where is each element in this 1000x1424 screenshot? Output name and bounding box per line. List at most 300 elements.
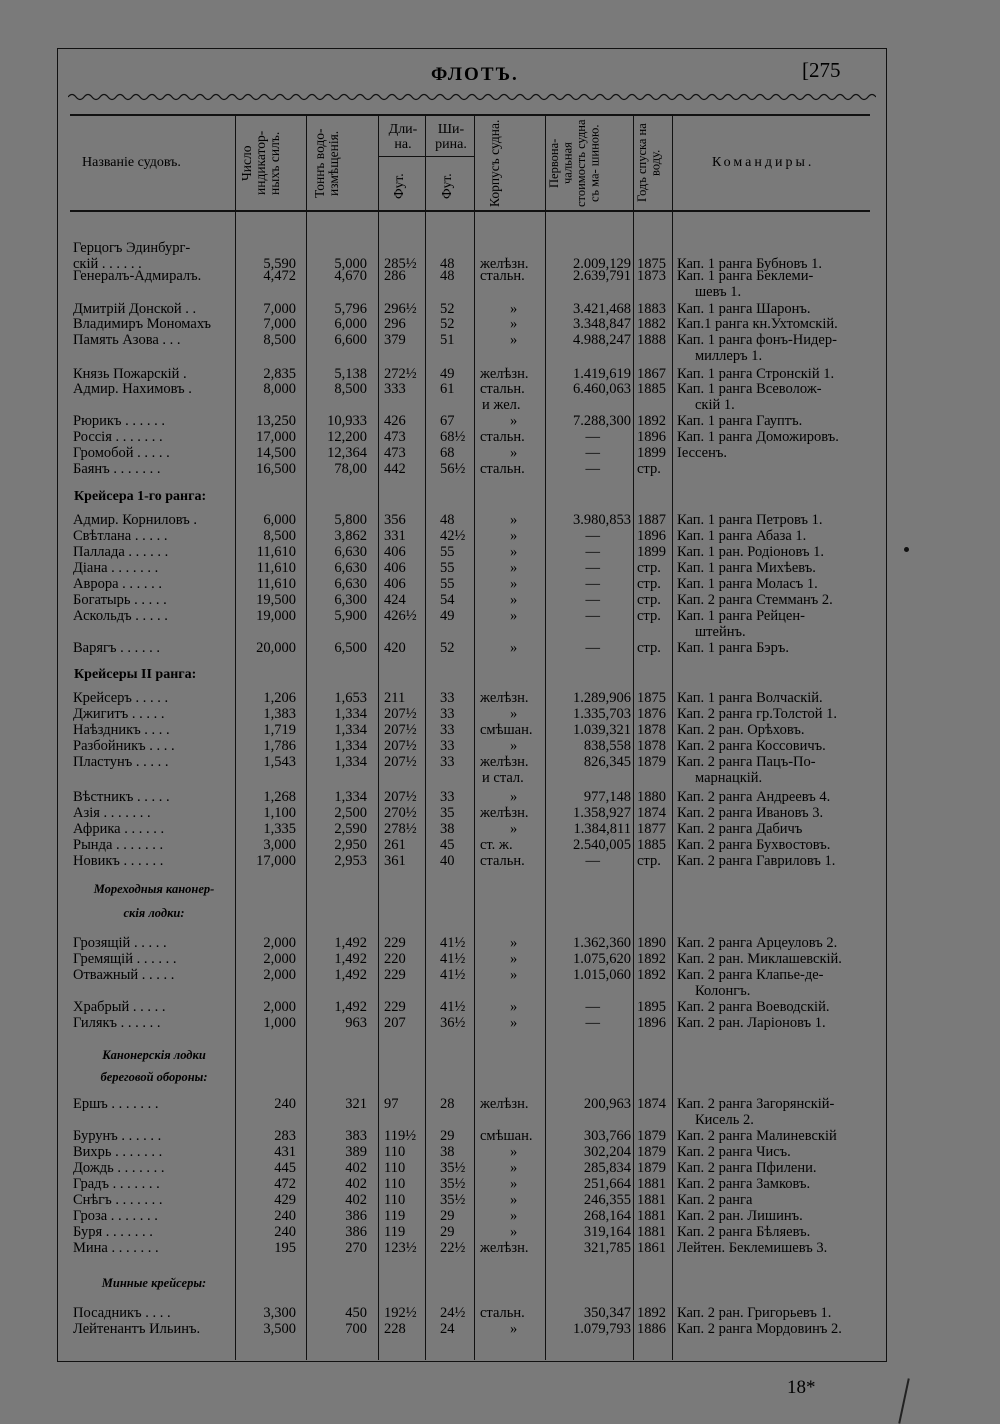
cell-hull: ст. ж. — [480, 837, 513, 853]
cell-commander: Кап. 2 ранга Ивановъ 3. — [677, 805, 824, 821]
cell-width: 41½ — [440, 951, 466, 967]
cell-tonnage: 2,500 — [334, 805, 367, 821]
cell-year: 1879 — [637, 754, 666, 770]
ship-name: Разбойникъ . . . . — [73, 738, 175, 754]
cell-cost: 350,347 — [583, 1305, 631, 1321]
cell-hull: » — [510, 1224, 518, 1240]
cell-tonnage: 1,334 — [334, 738, 367, 754]
cell-cost: 2.639,791 — [573, 268, 631, 284]
cell-hull: » — [510, 316, 518, 332]
cell-year: стр. — [637, 560, 661, 576]
section-heading: Минные крейсеры: — [101, 1276, 207, 1290]
cell-length: 426½ — [384, 608, 417, 624]
cell-width: 35½ — [440, 1160, 466, 1176]
cell-hull: » — [510, 1176, 518, 1192]
table-header-rule — [70, 210, 870, 212]
cell-hull: » — [510, 592, 518, 608]
cell-cost: 3.980,853 — [573, 512, 631, 528]
cell-cost: 4.988,247 — [573, 332, 631, 348]
cell-commander: Кап. 1 ранга Петровъ 1. — [677, 512, 823, 528]
cell-hull: стальн. — [480, 429, 525, 445]
cell-length: 229 — [384, 935, 406, 951]
cell-tonnage: 1,334 — [334, 706, 367, 722]
subheader-rule — [378, 156, 474, 157]
cell-length: 296½ — [384, 301, 417, 317]
cell-year: 1895 — [637, 999, 666, 1015]
cell-tonnage: 5,000 — [334, 256, 367, 272]
cell-commander: Кап. 2 ранга Загорянскій- — [677, 1096, 835, 1112]
cell-length: 261 — [384, 837, 406, 853]
cell-width: 41½ — [440, 935, 466, 951]
cell-commander: Кап. 2 ранга Арцеуловъ 2. — [677, 935, 838, 951]
cell-hull: » — [510, 413, 518, 429]
cell-length: 272½ — [384, 366, 417, 382]
cell-commander: Кап. 1 ранга Стронскій 1. — [677, 366, 835, 382]
cell-length: 220 — [384, 951, 406, 967]
cell-tonnage: 402 — [345, 1192, 367, 1208]
section-heading: береговой обороны: — [100, 1070, 208, 1084]
cell-power: 2,835 — [263, 366, 296, 382]
cell-length: 356 — [384, 512, 406, 528]
cell-year: 1896 — [637, 429, 666, 445]
cell-cost: 826,345 — [583, 754, 631, 770]
cell-length: 333 — [384, 381, 406, 397]
cell-tonnage: 3,862 — [334, 528, 367, 544]
cell-hull: » — [510, 789, 518, 805]
cell-width: 67 — [440, 413, 455, 429]
cell-width: 55 — [440, 544, 455, 560]
cell-cost: 1.362,360 — [573, 935, 631, 951]
cell-year: 1874 — [637, 805, 666, 821]
cell-power: 11,610 — [256, 576, 296, 592]
cell-length: 119 — [384, 1208, 406, 1224]
cell-power: 7,000 — [263, 301, 296, 317]
cell-length: 207½ — [384, 754, 417, 770]
cell-hull: смѣшан. — [480, 722, 533, 738]
section-heading: Мореходныя канонер- — [93, 882, 215, 896]
cell-year: стр. — [637, 640, 661, 656]
cell-power: 1,786 — [263, 738, 296, 754]
cell-year: 1881 — [637, 1224, 666, 1240]
cell-tonnage: 6,300 — [334, 592, 367, 608]
cell-power: 1,268 — [263, 789, 296, 805]
cell-cost: — — [585, 429, 600, 445]
cell-power: 8,500 — [263, 528, 296, 544]
cell-year: 1881 — [637, 1208, 666, 1224]
cell-year: 1890 — [637, 935, 666, 951]
cell-commander: Кап. 1 ранга Бэръ. — [677, 640, 789, 656]
cell-length: 123½ — [384, 1240, 417, 1256]
cell-width: 45 — [440, 837, 455, 853]
cell-hull: желѣзн. — [480, 690, 529, 706]
cell-power: 1,100 — [263, 805, 296, 821]
cell-cost: — — [585, 461, 600, 477]
cell-tonnage: 2,950 — [334, 837, 367, 853]
cell-length: 110 — [384, 1192, 406, 1208]
cell-commander: Кисель 2. — [695, 1112, 754, 1128]
cell-length: 379 — [384, 332, 406, 348]
cell-cost: 1.419,619 — [573, 366, 631, 382]
col-header-tonnage: Тоннъ водо- измѣщенія. — [312, 128, 341, 198]
ship-name: Бурунъ . . . . . . — [73, 1128, 162, 1144]
cell-hull: желѣзн. — [480, 366, 529, 382]
cell-power: 1,206 — [263, 690, 296, 706]
cell-power: 3,500 — [263, 1321, 296, 1337]
cell-cost: — — [585, 528, 600, 544]
cell-commander: Кап. 1 ранга Беклеми- — [677, 268, 814, 284]
cell-width: 29 — [440, 1128, 455, 1144]
cell-commander: Кап. 2 ранга Воеводскій. — [677, 999, 830, 1015]
cell-width: 42½ — [440, 528, 466, 544]
cell-year: 1888 — [637, 332, 666, 348]
cell-tonnage: 12,200 — [327, 429, 367, 445]
column-divider — [425, 115, 426, 1360]
wavy-divider — [68, 92, 876, 102]
cell-power: 1,383 — [263, 706, 296, 722]
ship-name: Отважный . . . . . — [73, 967, 175, 983]
cell-width: 33 — [440, 738, 455, 754]
ship-name: Адмир. Корниловъ . — [73, 512, 197, 528]
cell-commander: Кап. 2 ранга Коссовичъ. — [677, 738, 826, 754]
cell-hull: и стал. — [482, 770, 524, 786]
cell-hull: стальн. — [480, 1305, 525, 1321]
cell-power: 5,590 — [263, 256, 296, 272]
cell-tonnage: 270 — [345, 1240, 367, 1256]
cell-hull: » — [510, 1192, 518, 1208]
cell-length: 229 — [384, 967, 406, 983]
cell-cost: — — [585, 560, 600, 576]
ship-name: Крейсеръ . . . . . — [73, 690, 169, 706]
cell-width: 68 — [440, 445, 455, 461]
cell-hull: » — [510, 608, 518, 624]
cell-power: 20,000 — [256, 640, 296, 656]
cell-power: 13,250 — [256, 413, 296, 429]
cell-power: 11,610 — [256, 560, 296, 576]
cell-commander: шевъ 1. — [695, 284, 742, 300]
cell-cost: 1.079,793 — [573, 1321, 631, 1337]
ship-name: Наѣздникъ . . . . — [73, 722, 170, 738]
cell-commander: Кап. 1 ранга Гауптъ. — [677, 413, 803, 429]
cell-power: 3,000 — [263, 837, 296, 853]
cell-power: 240 — [274, 1096, 296, 1112]
cell-commander: Кап. 2 ранга Пацъ-По- — [677, 754, 816, 770]
col-header-width-unit: Фут. — [439, 173, 454, 199]
cell-commander: марнацкій. — [695, 770, 763, 786]
cell-width: 48 — [440, 512, 455, 528]
cell-width: 29 — [440, 1224, 455, 1240]
cell-commander: Кап. 1 ранга Бубновъ 1. — [677, 256, 822, 272]
cell-width: 24 — [440, 1321, 455, 1337]
cell-length: 207½ — [384, 738, 417, 754]
cell-hull: » — [510, 1144, 518, 1160]
cell-year: 1873 — [637, 268, 666, 284]
cell-commander: Кап. 1 ранга Рейцен- — [677, 608, 805, 624]
cell-length: 207 — [384, 1015, 406, 1031]
cell-power: 472 — [274, 1176, 296, 1192]
cell-width: 38 — [440, 821, 455, 837]
cell-tonnage: 1,492 — [334, 935, 367, 951]
cell-power: 19,500 — [256, 592, 296, 608]
section-heading: скія лодки: — [123, 906, 185, 920]
cell-commander: Кап.1 ранга кн.Ухтомскій. — [677, 316, 838, 332]
cell-power: 17,000 — [256, 429, 296, 445]
cell-width: 48 — [440, 268, 455, 284]
cell-width: 56½ — [440, 461, 466, 477]
cell-width: 35 — [440, 805, 455, 821]
cell-cost: — — [585, 853, 600, 869]
ship-name: Гилякъ . . . . . . — [73, 1015, 161, 1031]
column-divider — [378, 115, 379, 1360]
ship-name: Россія . . . . . . . — [73, 429, 163, 445]
cell-cost: 3.421,468 — [573, 301, 631, 317]
cell-year: 1874 — [637, 1096, 666, 1112]
ship-name: Варягъ . . . . . . — [73, 640, 160, 656]
cell-hull: » — [510, 1015, 518, 1031]
cell-tonnage: 4,670 — [334, 268, 367, 284]
cell-commander: Кап. 2 ранга Гавриловъ 1. — [677, 853, 836, 869]
cell-cost: — — [585, 544, 600, 560]
ship-name: Рюрикъ . . . . . . — [73, 413, 165, 429]
cell-width: 48 — [440, 256, 455, 272]
cell-length: 442 — [384, 461, 406, 477]
cell-length: 229 — [384, 999, 406, 1015]
cell-commander: штейнъ. — [695, 624, 746, 640]
cell-width: 52 — [440, 316, 455, 332]
cell-width: 49 — [440, 608, 455, 624]
cell-width: 54 — [440, 592, 455, 608]
cell-commander: Кап. 2 ранга гр.Толстой 1. — [677, 706, 838, 722]
cell-cost: — — [585, 1015, 600, 1031]
cell-cost: 2.540,005 — [573, 837, 631, 853]
ship-name: Храбрый . . . . . — [73, 999, 166, 1015]
cell-tonnage: 1,334 — [334, 789, 367, 805]
ship-name: Діана . . . . . . . — [73, 560, 159, 576]
ship-name: Свѣтлана . . . . . — [73, 528, 168, 544]
cell-hull: » — [510, 1160, 518, 1176]
cell-power: 3,300 — [263, 1305, 296, 1321]
cell-cost: 1.015,060 — [573, 967, 631, 983]
cell-width: 35½ — [440, 1192, 466, 1208]
ink-dot — [904, 547, 909, 552]
ship-name: Снѣгъ . . . . . . . — [73, 1192, 163, 1208]
col-header-year: Годъ спуска на воду. — [635, 123, 663, 203]
cell-tonnage: 6,000 — [334, 316, 367, 332]
column-divider — [633, 115, 634, 1360]
cell-hull: » — [510, 332, 518, 348]
cell-width: 41½ — [440, 999, 466, 1015]
cell-hull: » — [510, 999, 518, 1015]
cell-power: 14,500 — [256, 445, 296, 461]
cell-cost: 246,355 — [583, 1192, 631, 1208]
ship-name: Азія . . . . . . . — [73, 805, 151, 821]
cell-cost: 838,558 — [583, 738, 631, 754]
ship-name: Гремящій . . . . . . — [73, 951, 177, 967]
cell-power: 17,000 — [256, 853, 296, 869]
cell-power: 2,000 — [263, 967, 296, 983]
cell-length: 473 — [384, 445, 406, 461]
cell-width: 33 — [440, 754, 455, 770]
cell-year: 1892 — [637, 967, 666, 983]
cell-hull: » — [510, 560, 518, 576]
cell-commander: Кап. 2 ранга Бѣляевъ. — [677, 1224, 811, 1240]
cell-hull: смѣшан. — [480, 1128, 533, 1144]
cell-commander: Кап. 2 ранга — [677, 1192, 753, 1208]
cell-year: 1896 — [637, 1015, 666, 1031]
column-divider — [306, 115, 307, 1360]
ship-name: Владимиръ Мономахъ — [73, 316, 212, 332]
ship-name: Грозящій . . . . . — [73, 935, 167, 951]
cell-commander: Кап. 2 ранга Бухвостовъ. — [677, 837, 831, 853]
cell-length: 119½ — [384, 1128, 417, 1144]
ship-name: Паллада . . . . . . — [73, 544, 169, 560]
cell-cost: 302,204 — [583, 1144, 631, 1160]
cell-length: 228 — [384, 1321, 406, 1337]
cell-power: 1,719 — [263, 722, 296, 738]
page-title: ФЛОТЪ. — [431, 64, 519, 85]
ship-name: Новикъ . . . . . . — [73, 853, 164, 869]
ship-name: Аскольдъ . . . . . — [73, 608, 168, 624]
col-header-cost: Первона- чальная стоимость судна съ ма- шиною. — [547, 119, 602, 207]
cell-year: стр. — [637, 576, 661, 592]
ship-name: Князь Пожарскій . — [73, 366, 187, 382]
cell-tonnage: 402 — [345, 1176, 367, 1192]
cell-year: 1892 — [637, 413, 666, 429]
cell-cost: 2.009,129 — [573, 256, 631, 272]
cell-power: 2,000 — [263, 935, 296, 951]
cell-hull: стальн. — [480, 461, 525, 477]
cell-year: 1877 — [637, 821, 666, 837]
section-heading: Крейсеры II ранга: — [74, 667, 197, 682]
cell-year: 1886 — [637, 1321, 666, 1337]
cell-hull: » — [510, 821, 518, 837]
cell-cost: 268,164 — [583, 1208, 631, 1224]
cell-cost: — — [585, 592, 600, 608]
cell-length: 270½ — [384, 805, 417, 821]
cell-power: 2,000 — [263, 951, 296, 967]
cell-power: 429 — [274, 1192, 296, 1208]
page-footer-signature: 18* — [787, 1377, 816, 1398]
ship-name: Мина . . . . . . . — [73, 1240, 159, 1256]
ship-name: Ершъ . . . . . . . — [73, 1096, 159, 1112]
cell-width: 40 — [440, 853, 455, 869]
cell-power: 4,472 — [263, 268, 296, 284]
cell-power: 11,610 — [256, 544, 296, 560]
cell-width: 35½ — [440, 1176, 466, 1192]
cell-tonnage: 386 — [345, 1208, 367, 1224]
cell-commander: Кап. 2 ранга Чисъ. — [677, 1144, 791, 1160]
cell-commander: Кап. 2 ранга Замковъ. — [677, 1176, 811, 1192]
cell-cost: — — [585, 999, 600, 1015]
cell-hull: » — [510, 528, 518, 544]
cell-commander: Кап. 2 ран. Григорьевъ 1. — [677, 1305, 832, 1321]
section-heading: Крейсера 1-го ранга: — [74, 489, 207, 504]
cell-cost: 1.039,321 — [573, 722, 631, 738]
cell-length: 426 — [384, 413, 406, 429]
cell-cost: 1.358,927 — [573, 805, 631, 821]
cell-width: 36½ — [440, 1015, 466, 1031]
cell-tonnage: 6,600 — [334, 332, 367, 348]
cell-length: 207½ — [384, 722, 417, 738]
cell-tonnage: 1,492 — [334, 999, 367, 1015]
cell-hull: » — [510, 640, 518, 656]
cell-hull: » — [510, 706, 518, 722]
page-number: [275 — [802, 58, 841, 82]
ship-name: Буря . . . . . . . — [73, 1224, 153, 1240]
cell-year: 1883 — [637, 301, 666, 317]
ship-name: Рында . . . . . . . — [73, 837, 164, 853]
cell-length: 278½ — [384, 821, 417, 837]
cell-length: 473 — [384, 429, 406, 445]
column-divider — [235, 115, 236, 1360]
cell-length: 110 — [384, 1144, 406, 1160]
cell-length: 406 — [384, 544, 406, 560]
cell-hull: » — [510, 576, 518, 592]
cell-hull: и жел. — [482, 397, 521, 413]
cell-cost: 285,834 — [583, 1160, 631, 1176]
col-header-commanders: Командиры. — [712, 155, 815, 170]
ship-name: Гроза . . . . . . . — [73, 1208, 158, 1224]
cell-hull: желѣзн. — [480, 1240, 529, 1256]
cell-power: 195 — [274, 1240, 296, 1256]
cell-commander: Кап. 1 ран. Родіоновъ 1. — [677, 544, 824, 560]
cell-width: 51 — [440, 332, 455, 348]
cell-tonnage: 1,334 — [334, 722, 367, 738]
ship-name: Вихрь . . . . . . . — [73, 1144, 163, 1160]
cell-power: 431 — [274, 1144, 296, 1160]
cell-hull: желѣзн. — [480, 1096, 529, 1112]
cell-tonnage: 10,933 — [327, 413, 367, 429]
cell-commander: Кап. 2 ран. Миклашевскій. — [677, 951, 842, 967]
cell-commander: Кап. 2 ранга Пфилени. — [677, 1160, 817, 1176]
cell-hull: стальн. — [480, 853, 525, 869]
cell-hull: стальн. — [480, 268, 525, 284]
cell-commander: Кап. 2 ран. Лишинъ. — [677, 1208, 803, 1224]
cell-hull: » — [510, 935, 518, 951]
cell-year: стр. — [637, 592, 661, 608]
cell-length: 192½ — [384, 1305, 417, 1321]
cell-tonnage: 700 — [345, 1321, 367, 1337]
cell-tonnage: 386 — [345, 1224, 367, 1240]
ship-name: Африка . . . . . . — [73, 821, 165, 837]
cell-width: 33 — [440, 789, 455, 805]
cell-width: 29 — [440, 1208, 455, 1224]
cell-hull: » — [510, 951, 518, 967]
cell-power: 7,000 — [263, 316, 296, 332]
cell-width: 68½ — [440, 429, 466, 445]
cell-length: 97 — [384, 1096, 399, 1112]
cell-tonnage: 389 — [345, 1144, 367, 1160]
col-header-length: Дли- на. — [388, 122, 418, 152]
cell-width: 38 — [440, 1144, 455, 1160]
cell-length: 207½ — [384, 789, 417, 805]
cell-length: 110 — [384, 1176, 406, 1192]
ship-name: Память Азова . . . — [73, 332, 181, 348]
cell-tonnage: 78,00 — [334, 461, 367, 477]
ship-name: Генералъ-Адмиралъ. — [73, 268, 202, 284]
cell-width: 55 — [440, 576, 455, 592]
cell-year: 1881 — [637, 1176, 666, 1192]
cell-tonnage: 6,500 — [334, 640, 367, 656]
ship-name: скій . . . . . . — [73, 256, 142, 272]
cell-commander: Кап. 1 ранга Доможировъ. — [677, 429, 839, 445]
cell-hull: » — [510, 967, 518, 983]
cell-tonnage: 6,630 — [334, 576, 367, 592]
cell-length: 406 — [384, 560, 406, 576]
cell-tonnage: 1,492 — [334, 967, 367, 983]
cell-year: 1878 — [637, 738, 666, 754]
cell-width: 33 — [440, 690, 455, 706]
cell-width: 41½ — [440, 967, 466, 983]
